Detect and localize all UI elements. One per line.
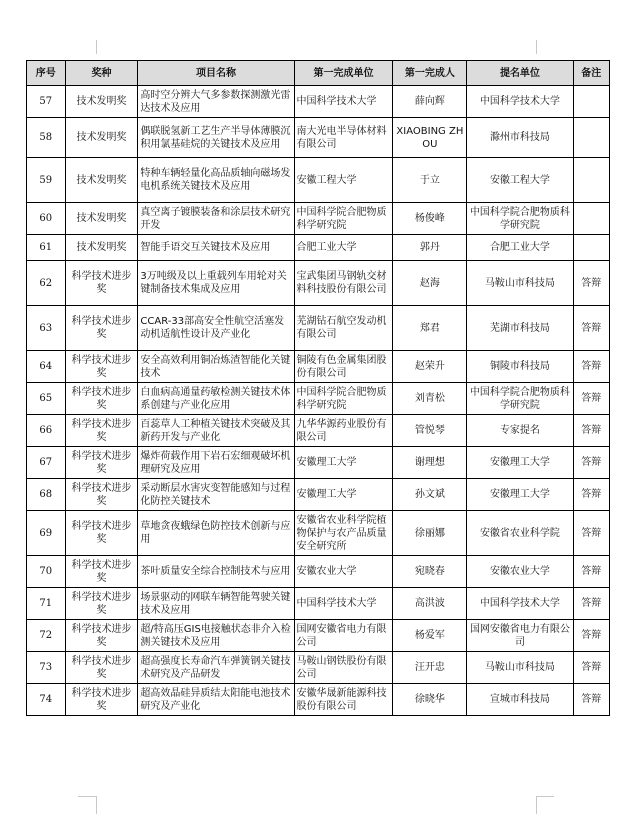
crop-mark <box>96 796 97 814</box>
cell-nominator: 中国科学技术大学 <box>467 588 573 620</box>
cell-no: 63 <box>27 306 66 351</box>
cell-award-type: 科学技术进步奖 <box>65 261 138 306</box>
cell-award-type: 科学技术进步奖 <box>65 351 138 383</box>
cell-award-type: 科学技术进步奖 <box>65 306 138 351</box>
cell-first-unit: 安徽农业大学 <box>294 556 393 588</box>
cell-no: 68 <box>27 479 66 511</box>
cell-note <box>573 235 609 261</box>
cell-first-unit: 安徽华晟新能源科技股份有限公司 <box>294 684 393 716</box>
cell-award-type: 科学技术进步奖 <box>65 652 138 684</box>
cell-first-person: 刘青松 <box>393 383 467 415</box>
cell-nominator: 安徽理工大学 <box>467 447 573 479</box>
cell-nominator: 专家提名 <box>467 415 573 447</box>
cell-nominator: 宣城市科技局 <box>467 684 573 716</box>
cell-first-person: 赵荣升 <box>393 351 467 383</box>
cell-project-name: 超高强度长寿命汽车弹簧钢关键技术研究及产品研发 <box>138 652 294 684</box>
cell-project-name: 百蕊草人工种植关键技术突破及其新药开发与产业化 <box>138 415 294 447</box>
cell-nominator: 合肥工业大学 <box>467 235 573 261</box>
cell-project-name: 场景驱动的网联车辆智能驾驶关键技术及应用 <box>138 588 294 620</box>
cell-first-unit: 中国科学技术大学 <box>294 86 393 118</box>
cell-award-type: 科学技术进步奖 <box>65 415 138 447</box>
cell-award-type: 科学技术进步奖 <box>65 511 138 556</box>
crop-mark <box>78 796 96 797</box>
cell-no: 59 <box>27 158 66 203</box>
table-row <box>27 479 610 511</box>
table-row <box>27 620 610 652</box>
cell-project-name: 超高效晶硅异质结太阳能电池技术研究及产业化 <box>138 684 294 716</box>
cell-first-person: 谢理想 <box>393 447 467 479</box>
cell-nominator: 安徽理工大学 <box>467 479 573 511</box>
cell-first-person: 于立 <box>393 158 467 203</box>
table-row <box>27 86 610 118</box>
header-award-type: 奖种 <box>65 61 138 86</box>
crop-mark <box>536 796 537 814</box>
cell-award-type: 技术发明奖 <box>65 118 138 158</box>
cell-nominator: 安徽省农业科学院 <box>467 511 573 556</box>
cell-note: 答辩 <box>573 415 609 447</box>
cell-nominator: 中国科学院合肥物质科学研究院 <box>467 383 573 415</box>
cell-award-type: 科学技术进步奖 <box>65 588 138 620</box>
cell-award-type: 技术发明奖 <box>65 235 138 261</box>
cell-note: 答辩 <box>573 447 609 479</box>
cell-no: 57 <box>27 86 66 118</box>
cell-first-person: 杨爱军 <box>393 620 467 652</box>
cell-project-name: 爆炸荷载作用下岩石宏细观破坏机理研究及应用 <box>138 447 294 479</box>
table-row <box>27 203 610 235</box>
cell-note: 答辩 <box>573 652 609 684</box>
table-row <box>27 447 610 479</box>
cell-first-unit: 合肥工业大学 <box>294 235 393 261</box>
cell-award-type: 技术发明奖 <box>65 203 138 235</box>
cell-first-unit: 中国科学院合肥物质科学研究院 <box>294 203 393 235</box>
cell-project-name: 高时空分辨大气多参数探测激光雷达技术及应用 <box>138 86 294 118</box>
cell-first-unit: 安徽理工大学 <box>294 447 393 479</box>
cell-award-type: 科学技术进步奖 <box>65 620 138 652</box>
cell-first-person: 孙文斌 <box>393 479 467 511</box>
cell-no: 64 <box>27 351 66 383</box>
cell-first-unit: 南大光电半导体材料有限公司 <box>294 118 393 158</box>
table-row <box>27 306 610 351</box>
table-body <box>27 86 610 716</box>
cell-note: 答辩 <box>573 261 609 306</box>
cell-nominator: 中国科学技术大学 <box>467 86 573 118</box>
cell-note <box>573 158 609 203</box>
cell-note: 答辩 <box>573 556 609 588</box>
table-header-row <box>27 61 610 86</box>
cell-first-person: 徐丽娜 <box>393 511 467 556</box>
cell-no: 67 <box>27 447 66 479</box>
cell-nominator: 滁州市科技局 <box>467 118 573 158</box>
cell-no: 74 <box>27 684 66 716</box>
cell-note: 答辩 <box>573 511 609 556</box>
cell-no: 69 <box>27 511 66 556</box>
cell-no: 58 <box>27 118 66 158</box>
cell-note: 答辩 <box>573 306 609 351</box>
cell-note: 答辩 <box>573 684 609 716</box>
header-no: 序号 <box>27 61 66 86</box>
cell-first-person: 郑君 <box>393 306 467 351</box>
crop-mark <box>96 40 97 54</box>
table-row <box>27 383 610 415</box>
cell-project-name: 茶叶质量安全综合控制技术与应用 <box>138 556 294 588</box>
table-row <box>27 652 610 684</box>
cell-project-name: 白血病高通量药敏检测关键技术体系创建与产业化应用 <box>138 383 294 415</box>
crop-mark <box>536 40 537 54</box>
awards-table <box>26 60 610 716</box>
cell-award-type: 科学技术进步奖 <box>65 684 138 716</box>
cell-first-unit: 安徽理工大学 <box>294 479 393 511</box>
table-row <box>27 556 610 588</box>
cell-nominator: 芜湖市科技局 <box>467 306 573 351</box>
cell-first-person: 徐晓华 <box>393 684 467 716</box>
cell-first-unit: 马鞍山钢铁股份有限公司 <box>294 652 393 684</box>
table-row <box>27 158 610 203</box>
table-row <box>27 351 610 383</box>
cell-first-person: XIAOBING ZHOU <box>393 118 467 158</box>
cell-first-unit: 铜陵有色金属集团股份有限公司 <box>294 351 393 383</box>
cell-first-unit: 国网安徽省电力有限公司 <box>294 620 393 652</box>
header-nominator: 提名单位 <box>467 61 573 86</box>
cell-first-unit: 安徽工程大学 <box>294 158 393 203</box>
cell-project-name: 安全高效利用铜冶炼渣智能化关键技术 <box>138 351 294 383</box>
cell-nominator: 中国科学院合肥物质科学研究院 <box>467 203 573 235</box>
cell-no: 72 <box>27 620 66 652</box>
cell-award-type: 科学技术进步奖 <box>65 447 138 479</box>
header-first-person: 第一完成人 <box>393 61 467 86</box>
cell-first-person: 薛向辉 <box>393 86 467 118</box>
table-row <box>27 511 610 556</box>
table-row <box>27 415 610 447</box>
cell-first-person: 高洪波 <box>393 588 467 620</box>
cell-note: 答辩 <box>573 383 609 415</box>
cell-project-name: 3万吨级及以上重载列车用轮对关键制备技术集成及应用 <box>138 261 294 306</box>
cell-no: 70 <box>27 556 66 588</box>
cell-nominator: 马鞍山市科技局 <box>467 652 573 684</box>
cell-first-person: 杨俊峰 <box>393 203 467 235</box>
cell-no: 65 <box>27 383 66 415</box>
cell-no: 73 <box>27 652 66 684</box>
cell-nominator: 安徽工程大学 <box>467 158 573 203</box>
cell-note <box>573 203 609 235</box>
cell-nominator: 马鞍山市科技局 <box>467 261 573 306</box>
cell-note <box>573 86 609 118</box>
header-first-unit: 第一完成单位 <box>294 61 393 86</box>
header-project-name: 项目名称 <box>138 61 294 86</box>
cell-first-person: 管悦琴 <box>393 415 467 447</box>
table-row <box>27 588 610 620</box>
cell-first-unit: 中国科学技术大学 <box>294 588 393 620</box>
cell-award-type: 科学技术进步奖 <box>65 556 138 588</box>
table-row <box>27 261 610 306</box>
cell-project-name: 真空离子镀膜装备和涂层技术研究开发 <box>138 203 294 235</box>
table-row <box>27 118 610 158</box>
table-row <box>27 235 610 261</box>
cell-no: 61 <box>27 235 66 261</box>
cell-nominator: 国网安徽省电力有限公司 <box>467 620 573 652</box>
cell-note: 答辩 <box>573 588 609 620</box>
cell-first-unit: 中国科学院合肥物质科学研究院 <box>294 383 393 415</box>
cell-first-unit: 九华华源药业股份有限公司 <box>294 415 393 447</box>
cell-project-name: 采动断层水害灾变智能感知与过程化防控关键技术 <box>138 479 294 511</box>
cell-no: 71 <box>27 588 66 620</box>
cell-award-type: 技术发明奖 <box>65 158 138 203</box>
cell-first-person: 郭丹 <box>393 235 467 261</box>
cell-project-name: 特种车辆轻量化高品质轴向磁场发电机系统关键技术及应用 <box>138 158 294 203</box>
cell-first-person: 汪开忠 <box>393 652 467 684</box>
cell-note: 答辩 <box>573 351 609 383</box>
crop-mark <box>536 796 554 797</box>
cell-award-type: 科学技术进步奖 <box>65 479 138 511</box>
cell-project-name: 超/特高压GIS电接触状态非介入检测关键技术及应用 <box>138 620 294 652</box>
cell-award-type: 技术发明奖 <box>65 86 138 118</box>
cell-project-name: 偶联脱氢新工艺生产半导体薄膜沉积用氯基硅烷的关键技术及应用 <box>138 118 294 158</box>
cell-nominator: 铜陵市科技局 <box>467 351 573 383</box>
cell-nominator: 安徽农业大学 <box>467 556 573 588</box>
cell-note <box>573 118 609 158</box>
cell-first-unit: 安徽省农业科学院植物保护与农产品质量安全研究所 <box>294 511 393 556</box>
cell-project-name: 智能手语交互关键技术及应用 <box>138 235 294 261</box>
cell-note: 答辩 <box>573 620 609 652</box>
cell-project-name: 草地贪夜蛾绿色防控技术创新与应用 <box>138 511 294 556</box>
cell-no: 60 <box>27 203 66 235</box>
cell-no: 66 <box>27 415 66 447</box>
table-row <box>27 684 610 716</box>
header-note: 备注 <box>573 61 609 86</box>
cell-project-name: CCAR-33部高安全性航空活塞发动机适航性设计及产业化 <box>138 306 294 351</box>
cell-first-unit: 宝武集团马钢轨交材料科技股份有限公司 <box>294 261 393 306</box>
cell-no: 62 <box>27 261 66 306</box>
cell-first-person: 赵海 <box>393 261 467 306</box>
cell-award-type: 科学技术进步奖 <box>65 383 138 415</box>
cell-first-unit: 芜湖钻石航空发动机有限公司 <box>294 306 393 351</box>
cell-first-person: 宛晓春 <box>393 556 467 588</box>
cell-note: 答辩 <box>573 479 609 511</box>
